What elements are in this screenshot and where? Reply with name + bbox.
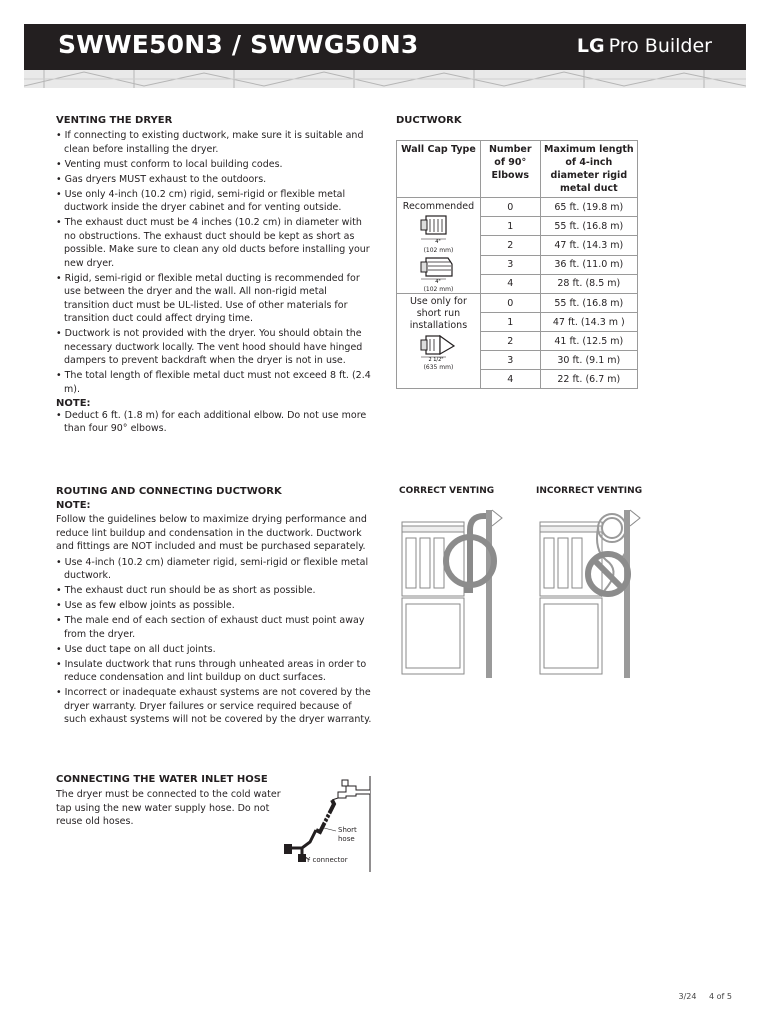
list-item: • Gas dryers MUST exhaust to the outdoors.	[56, 173, 374, 187]
elbows-cell: 3	[480, 255, 540, 274]
table-header-row	[397, 141, 638, 198]
list-item: • Incorrect or inadequate exhaust systems are not covered by the dryer warranty. Dryer failures or service required because of such exhaust systems will not be covered by the dryer warranty.	[56, 686, 374, 727]
page-footer	[669, 992, 733, 1001]
recommended-label: Recommended	[402, 201, 475, 212]
list-item: • Use only 4-inch (10.2 cm) rigid, semi-rigid or flexible metal ductwork inside the dryer cabinet and for venting outside.	[56, 188, 374, 215]
length-cell: 30 ft. (9.1 m)	[540, 351, 637, 370]
box-wall-cap-icon	[408, 213, 468, 245]
water-text: The dryer must be connected to the cold water tap using the new water supply hose. Do not reuse old hoses.	[56, 789, 281, 827]
length-cell: 47 ft. (14.3 m)	[540, 236, 637, 255]
list-item: • Ductwork is not provided with the dryer. You should obtain the necessary ductwork locally. The vent hood should have hinged dampers to prevent backdraft when the dryer is not in use.	[56, 327, 374, 368]
short-run-label: Use only for short run installations	[409, 296, 468, 331]
table-row	[397, 198, 638, 217]
cap-dim-1: 4"	[435, 239, 442, 245]
col-header-max-length: Maximum length of 4-inch diameter rigid metal duct	[540, 141, 637, 198]
page-number: 4 of 5	[709, 992, 732, 1001]
list-item: • The total length of flexible metal duct must not exceed 8 ft. (2.4 m).	[56, 369, 374, 396]
length-cell: 36 ft. (11.0 m)	[540, 255, 637, 274]
incorrect-venting-label: INCORRECT VENTING	[536, 486, 643, 496]
list-item: • If connecting to existing ductwork, make sure it is suitable and clean before installing the dryer.	[56, 129, 374, 156]
list-item: • The exhaust duct must be 4 inches (10.2 cm) in diameter with no obstructions. The exhaust duct should be kept as short as possible. Make sure to clean any old ducts before installing your new dryer.	[56, 216, 374, 270]
col-header-wall-cap: Wall Cap Type	[397, 141, 481, 198]
list-item: • Use as few elbow joints as possible.	[56, 599, 374, 613]
ductwork-heading: DUCTWORK	[396, 115, 462, 126]
list-item: • Insulate ductwork that runs through unheated areas in order to reduce condensation and lint buildup on duct surfaces.	[56, 658, 374, 685]
list-item: • The exhaust duct run should be as short as possible.	[56, 584, 374, 598]
list-item: • Deduct 6 ft. (1.8 m) for each additional elbow. Do not use more than four 90° elbows.	[56, 409, 374, 436]
elbows-cell: 4	[480, 274, 540, 293]
louvered-wall-cap-icon	[408, 254, 468, 284]
venting-heading: VENTING THE DRYER	[56, 115, 173, 126]
routing-section	[56, 486, 374, 728]
venting-list	[56, 129, 374, 396]
venting-note-list	[56, 409, 374, 436]
length-cell: 55 ft. (16.8 m)	[540, 217, 637, 236]
length-cell: 55 ft. (16.8 m)	[540, 294, 637, 313]
angled-wall-cap-icon	[408, 332, 468, 362]
list-item: • Venting must conform to local building codes.	[56, 158, 374, 172]
length-cell: 22 ft. (6.7 m)	[540, 370, 637, 389]
length-cell: 65 ft. (19.8 m)	[540, 198, 637, 217]
routing-heading: ROUTING AND CONNECTING DUCTWORK	[56, 486, 282, 497]
elbows-cell: 0	[480, 198, 540, 217]
cap-mm-3: (635 mm)	[423, 364, 454, 371]
list-item: • Rigid, semi-rigid or flexible metal ducting is recommended for use between the dryer and the wall. All non-rigid metal transition duct must be UL-listed. Use of other materials for transition duct could affect drying time.	[56, 272, 374, 326]
header-banner-graphic	[24, 70, 746, 88]
correct-venting-label: CORRECT VENTING	[399, 486, 495, 496]
elbows-cell: 2	[480, 332, 540, 351]
length-cell: 47 ft. (14.3 m )	[540, 313, 637, 332]
water-heading: CONNECTING THE WATER INLET HOSE	[56, 774, 268, 785]
venting-note-label: NOTE:	[56, 397, 91, 409]
short-run-cap-cell	[397, 294, 481, 389]
model-title: SWWE50N3 / SWWG50N3	[58, 30, 419, 59]
elbows-cell: 3	[480, 351, 540, 370]
elbows-cell: 4	[480, 370, 540, 389]
col-header-elbows: Number of 90° Elbows	[480, 141, 540, 198]
routing-note-label: NOTE:	[56, 500, 91, 511]
length-cell: 41 ft. (12.5 m)	[540, 332, 637, 351]
list-item: • Use 4-inch (10.2 cm) diameter rigid, semi-rigid or flexible metal ductwork.	[56, 556, 374, 583]
elbows-cell: 0	[480, 294, 540, 313]
length-cell: 28 ft. (8.5 m)	[540, 274, 637, 293]
correct-venting-illustration	[398, 500, 508, 680]
brand-logo: LG Pro Builder	[576, 35, 712, 57]
y-connector-label: Y connector	[306, 856, 348, 864]
elbows-cell: 1	[480, 313, 540, 332]
elbows-cell: 1	[480, 217, 540, 236]
recommended-cap-cell	[397, 198, 481, 294]
routing-intro: Follow the guidelines below to maximize drying performance and reduce lint buildup and condensation in the ductwork. Ductwork and fittings are NOT included and must be purchased separately.	[56, 514, 367, 552]
footer-date: 3/24	[678, 992, 697, 1001]
water-section	[56, 774, 296, 829]
elbows-cell: 2	[480, 236, 540, 255]
cap-mm-2: (102 mm)	[423, 286, 454, 293]
table-row	[397, 294, 638, 313]
list-item: • The male end of each section of exhaust duct must point away from the dryer.	[56, 614, 374, 641]
incorrect-venting-illustration	[536, 500, 646, 680]
venting-section	[56, 115, 374, 437]
page-header	[24, 24, 746, 70]
list-item: • Use duct tape on all duct joints.	[56, 643, 374, 657]
cap-dim-3: 2 1/2"	[428, 357, 444, 362]
ductwork-table	[396, 140, 638, 389]
cap-dim-2: 4"	[435, 279, 442, 284]
routing-list	[56, 556, 374, 727]
cap-mm-1: (102 mm)	[423, 247, 454, 254]
short-hose-label: Short hose	[338, 826, 357, 843]
